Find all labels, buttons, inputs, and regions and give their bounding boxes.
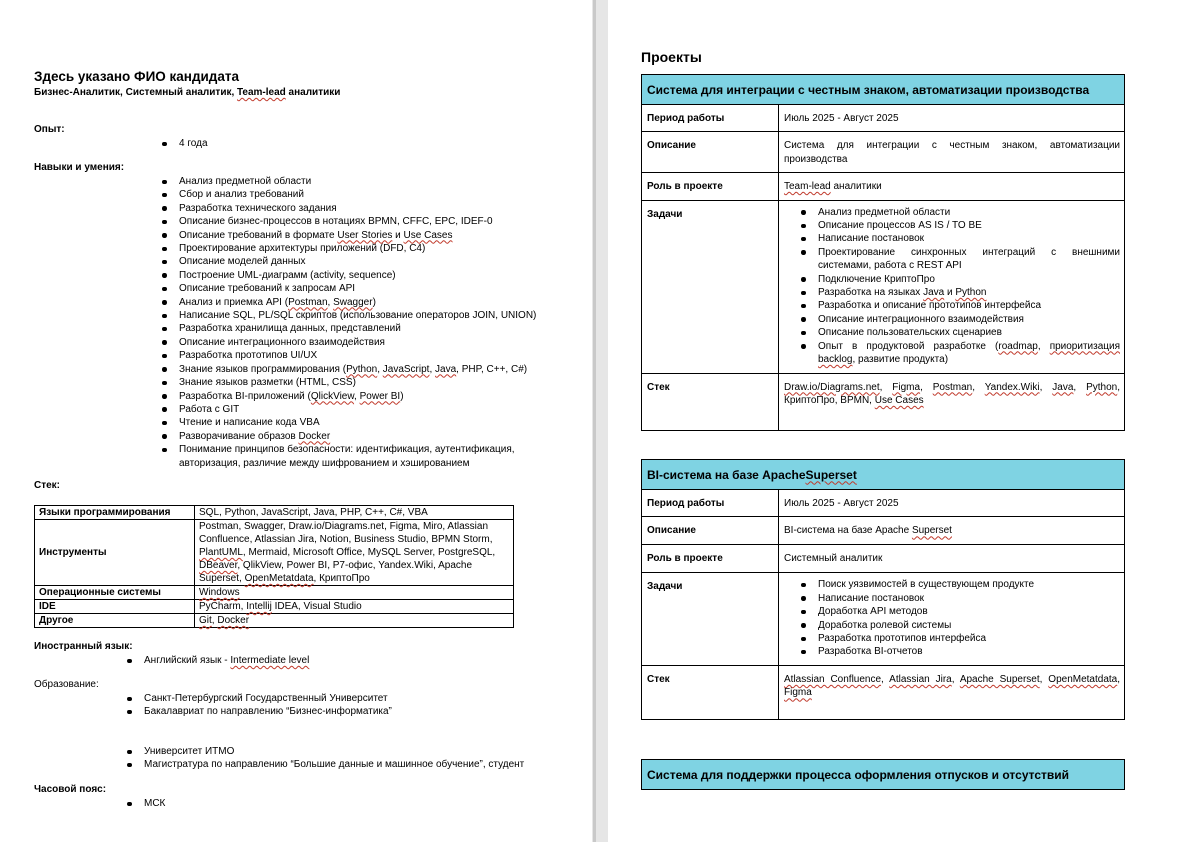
underlined-word: Superset [805, 467, 857, 482]
underlined-word: Java [435, 363, 457, 375]
stack-row [35, 586, 514, 600]
skill-item [179, 269, 554, 282]
skill-item [179, 430, 554, 443]
education-item [144, 758, 524, 771]
skill-item [179, 296, 554, 309]
skill-item [179, 376, 554, 389]
project-title [641, 74, 1125, 105]
task-list [784, 206, 1120, 367]
text: Магистратура по направлению “Большие данные и машинное обучение”, студент [144, 759, 525, 771]
underlined-word: Docker [298, 430, 331, 442]
project-row-role [642, 173, 1125, 200]
project-field-value [779, 105, 1125, 132]
text: Описание интеграционного взаимодействия [179, 336, 385, 348]
text: Система для интеграции с честным знаком, автоматизации производства [784, 140, 1120, 165]
text-segment: , [354, 390, 360, 402]
task-item [818, 645, 1120, 658]
stack-row [35, 600, 514, 614]
experience-label: Опыт: [34, 124, 65, 135]
text-segment: Разработка BI-приложений ( [179, 390, 311, 402]
text: Проектирование синхронных интеграций с внешними системами, работа с REST API [818, 246, 1120, 272]
text-segment: , [211, 615, 218, 626]
text-segment: ) [372, 296, 376, 308]
project-table [641, 104, 1125, 431]
underlined-word: Yandex.Wiki [984, 381, 1040, 393]
text-segment: , PHP, C++, C#) [456, 363, 528, 375]
text: Поиск уязвимостей в существующем продукте [818, 579, 1035, 591]
task-item [818, 632, 1120, 645]
text: Разработка и описание прототипов интерфейса [818, 300, 1042, 312]
text: Написание SQL, PL/SQL скриптов (использование операторов JOIN, UNION) [179, 310, 537, 322]
text-segment: , [1073, 381, 1087, 393]
skill-item [179, 242, 554, 255]
text: Доработка ролевой системы [818, 619, 952, 631]
text: Знание языков разметки (HTML, CSS) [179, 377, 356, 389]
text: Системный аналитик [784, 553, 883, 565]
text: Доработка API методов [818, 606, 928, 618]
languages-label: Иностранный язык: [34, 641, 133, 652]
text-segment: Разработка на языках [818, 287, 924, 299]
underlined-word: Python [1086, 381, 1118, 393]
underlined-word: приоритизация [1049, 340, 1120, 352]
language-item [144, 654, 309, 667]
skill-item [179, 322, 554, 335]
text-segment: , КриптоПро [313, 573, 370, 584]
text: Чтение и написание кода VBA [179, 417, 320, 429]
skill-item [179, 215, 554, 228]
project-field-value [779, 665, 1125, 719]
text: Санкт-Петербургский Государственный Университет [144, 693, 388, 704]
underlined-word: Intermediate level [230, 655, 310, 666]
text: Разработка прототипов интерфейса [818, 633, 987, 645]
task-item [818, 246, 1120, 273]
skill-item [179, 282, 554, 295]
task-item [818, 286, 1120, 299]
text-segment: Описание требований в формате [179, 229, 338, 241]
roles-text: Бизнес-Аналитик, Системный аналитик, [34, 87, 238, 98]
task-item [818, 340, 1120, 367]
underlined-word: Use Cases [874, 394, 924, 406]
text-segment: аналитики [830, 181, 882, 193]
text-segment: BI-система на базе Apache [647, 467, 806, 482]
project-field-label: Описание [642, 132, 779, 173]
text: Июль 2025 - Август 2025 [784, 113, 899, 124]
underlined-word: roadmap [998, 340, 1038, 352]
project-row-stack [642, 373, 1125, 430]
stack-value [195, 506, 514, 520]
education-list-1 [144, 692, 392, 719]
project-field-label: Стек [642, 373, 779, 430]
text-segment: IDEA, Visual Studio [271, 601, 362, 612]
task-item [818, 206, 1120, 219]
education-label: Образование: [34, 679, 99, 690]
text-segment: Анализ и приемка API ( [179, 296, 289, 308]
underlined-word: Postman [932, 381, 973, 393]
text: Описание моделей данных [179, 256, 306, 268]
project-field-label: Задачи [642, 573, 779, 665]
task-item [818, 219, 1120, 232]
project-field-label: Роль в проекте [642, 173, 779, 200]
text-segment: , [951, 673, 960, 685]
project-field-label: Роль в проекте [642, 545, 779, 573]
timezone-label: Часовой пояс: [34, 784, 107, 795]
skill-item [179, 188, 554, 201]
languages-list [144, 654, 309, 667]
text-segment: , [920, 381, 933, 393]
stack-value [195, 614, 514, 628]
text-segment: Знание языков программирования ( [179, 363, 347, 375]
stack-row [35, 506, 514, 520]
skill-item [179, 443, 554, 470]
project-row-role [642, 545, 1125, 573]
underlined-word: Figma [784, 687, 812, 699]
project-card [641, 74, 1125, 431]
task-item [818, 232, 1120, 245]
text-segment: , [429, 363, 436, 375]
project-field-value [779, 545, 1125, 573]
underlined-word: Swagger [333, 296, 373, 308]
skill-item [179, 175, 554, 188]
candidate-name: Здесь указано ФИО кандидата [34, 69, 240, 84]
text-segment: , [1117, 673, 1121, 685]
underlined-word: Python [346, 363, 378, 375]
text-segment: , развитие продукта) [852, 354, 949, 366]
skill-item [179, 202, 554, 215]
stack-key: IDE [35, 600, 195, 614]
skill-item [179, 349, 554, 362]
task-item [818, 313, 1120, 326]
project-table [641, 489, 1125, 720]
underlined-word: User Stories [337, 229, 393, 241]
text: Разработка технического задания [179, 202, 337, 214]
text-segment: , [881, 673, 890, 685]
text-segment: ) [400, 390, 404, 402]
text: Описание бизнес-процессов в нотациях BPMN, CFFC, EPC, IDEF-0 [179, 216, 493, 228]
text-segment: , КриптоПро, BPMN, [784, 381, 1120, 406]
skill-item [179, 416, 554, 429]
underlined-word: Git [199, 615, 212, 626]
task-item [818, 605, 1120, 618]
underlined-word: Atlassian Jira [889, 673, 952, 685]
text: Проектирование архитектуры приложений (DFD, C4) [179, 243, 426, 255]
text: Работа с GIT [179, 403, 240, 415]
project-title [641, 759, 1125, 790]
projects-title: Проекты [641, 49, 702, 65]
text: Анализ предметной области [818, 206, 951, 218]
project-field-label: Стек [642, 665, 779, 719]
skill-item [179, 390, 554, 403]
skills-label: Навыки и умения: [34, 162, 125, 173]
text-segment: , [1039, 381, 1053, 393]
education-item [144, 705, 392, 718]
text-segment: , Mermaid, Microsoft Office, MySQL Server, PostgreSQL, [242, 547, 496, 558]
underlined-word: Superset [911, 525, 952, 537]
underlined-word: Intellij [246, 601, 272, 612]
underlined-word: Use Cases [403, 229, 453, 241]
text-segment: , [879, 381, 893, 393]
stack-key: Другое [35, 614, 195, 628]
education-item [144, 745, 524, 758]
text: Разработка хранилища данных, представлений [179, 323, 401, 335]
text-segment: Разворачивание образов [179, 430, 299, 442]
skill-item [179, 309, 554, 322]
underlined-word: Figma [892, 381, 921, 393]
underlined-word: Java [1052, 381, 1074, 393]
underlined-word: Team-lead [784, 181, 831, 193]
skills-list [179, 175, 554, 470]
text-segment: Postman, Swagger, Draw.io/Diagrams.net, Figma, Miro, Atlassian Confluence, Atlassian Jira, Notion, Business Studio, BPMN Storm, [199, 521, 493, 545]
timezone-value: МСК [144, 798, 166, 809]
text-segment: , [972, 381, 985, 393]
stack-value [195, 520, 514, 586]
text-segment: , QlikView, Power BI, Р7-офис, Yandex.Wiki, Apache Superset, [199, 560, 473, 584]
underlined-word: Power BI [359, 390, 401, 402]
project-field-value [779, 200, 1125, 373]
underlined-word: PlantUML [199, 547, 243, 558]
experience-value: 4 года [179, 138, 208, 149]
project-field-value [779, 373, 1125, 430]
underlined-word: Apache Superset [959, 673, 1040, 685]
project-field-label: Период работы [642, 490, 779, 517]
stack-key: Языки программирования [35, 506, 195, 520]
text: Построение UML-диаграмм (activity, sequence) [179, 269, 396, 281]
task-item [818, 578, 1120, 591]
text-segment: , [327, 296, 334, 308]
skill-item [179, 255, 554, 268]
project-field-value [779, 132, 1125, 173]
underlined-word: Atlassian Confluence [784, 673, 882, 685]
underlined-word: Postman [288, 296, 328, 308]
text-segment: , [377, 363, 383, 375]
text: Июль 2025 - Август 2025 [784, 498, 899, 509]
text: Описание интеграционного взаимодействия [818, 313, 1024, 325]
stack-label: Стек: [34, 480, 61, 491]
underlined-word: DBeaver [199, 560, 238, 571]
project-field-value [779, 517, 1125, 545]
underlined-word: Python [955, 287, 987, 299]
text: Система для интеграции с честным знаком, автоматизации производства [647, 82, 1090, 97]
timezone-list [144, 797, 165, 810]
project-field-label: Задачи [642, 200, 779, 373]
skill-item [179, 363, 554, 376]
education-list-2 [144, 745, 524, 772]
task-item [818, 326, 1120, 339]
text: Сбор и анализ требований [179, 189, 304, 201]
project-title [641, 459, 1125, 490]
project-row-period [642, 105, 1125, 132]
text: Университет ИТМО [144, 746, 235, 757]
stack-value [195, 586, 514, 600]
skill-item [179, 403, 554, 416]
project-row-tasks [642, 200, 1125, 373]
text-segment: PyCharm, [199, 601, 247, 612]
resume-page-1 [0, 0, 592, 842]
text: Описание требований к запросам API [179, 283, 356, 295]
underlined-word: OpenMetatdata [1048, 673, 1118, 685]
stack-key: Операционные системы [35, 586, 195, 600]
task-item [818, 273, 1120, 286]
project-row-description [642, 132, 1125, 173]
text-segment: BI-система на базе Apache [784, 525, 912, 537]
project-field-value [779, 573, 1125, 665]
text: Разработка прототипов UI/UX [179, 350, 318, 362]
text: Написание постановок [818, 592, 925, 604]
resume-page-2 [608, 0, 1200, 842]
project-field-label: Период работы [642, 105, 779, 132]
text-segment: Опыт в продуктовой разработке ( [818, 340, 999, 352]
project-row-period [642, 490, 1125, 517]
text-segment: , [1039, 673, 1049, 685]
underlined-word: QlickView [310, 390, 355, 402]
task-item [818, 619, 1120, 632]
text: Подключение КриптоПро [818, 273, 935, 285]
text: Разработка BI-отчетов [818, 646, 923, 658]
text-segment: , [1037, 340, 1050, 352]
text-segment: и [944, 287, 956, 299]
project-field-label: Описание [642, 517, 779, 545]
underlined-word: Docker [217, 615, 250, 626]
underlined-word: Windows [199, 587, 240, 598]
project-field-value [779, 490, 1125, 517]
stack-value [195, 600, 514, 614]
stack-row [35, 520, 514, 586]
underlined-word: Java [923, 287, 945, 299]
text: Понимание принципов безопасности: идентификация, аутентификация, авторизация, различие между шифрованием и хэшированием [179, 444, 515, 469]
text-segment: и [392, 229, 404, 241]
underlined-word: JavaScript [382, 363, 430, 375]
underlined-word: backlog [818, 354, 853, 366]
candidate-roles [34, 87, 340, 98]
text: Система для поддержки процесса оформления отпусков и отсутствий [647, 767, 1070, 782]
skill-item [179, 229, 554, 242]
text: Анализ предметной области [179, 176, 312, 187]
stack-table [34, 505, 514, 628]
project-field-value [779, 173, 1125, 200]
stack-key: Инструменты [35, 520, 195, 586]
education-item [144, 692, 392, 705]
task-item [818, 592, 1120, 605]
text: Описание процессов AS IS / TO BE [818, 220, 982, 232]
underlined-word: Draw.io/Diagrams.net [784, 381, 880, 393]
task-item [818, 299, 1120, 312]
roles-misspelled-word: Team-lead [237, 87, 286, 98]
text: Описание пользовательских сценариев [818, 327, 1002, 339]
text: SQL, Python, JavaScript, Java, PHP, C++, C#, VBA [199, 507, 428, 518]
project-row-tasks [642, 573, 1125, 665]
text: Написание постановок [818, 233, 925, 245]
project-card [641, 759, 1125, 790]
skill-item [179, 336, 554, 349]
project-card [641, 459, 1125, 720]
project-row-description [642, 517, 1125, 545]
project-row-stack [642, 665, 1125, 719]
experience-list [179, 137, 208, 150]
text-segment: Английский язык - [144, 655, 231, 666]
roles-text-end: аналитики [285, 87, 341, 98]
page-gutter [592, 0, 608, 842]
underlined-word: OpenMetatdata [244, 573, 314, 584]
task-list [784, 578, 1120, 658]
stack-row [35, 614, 514, 628]
text: Бакалавриат по направлению “Бизнес-информатика” [144, 706, 392, 718]
